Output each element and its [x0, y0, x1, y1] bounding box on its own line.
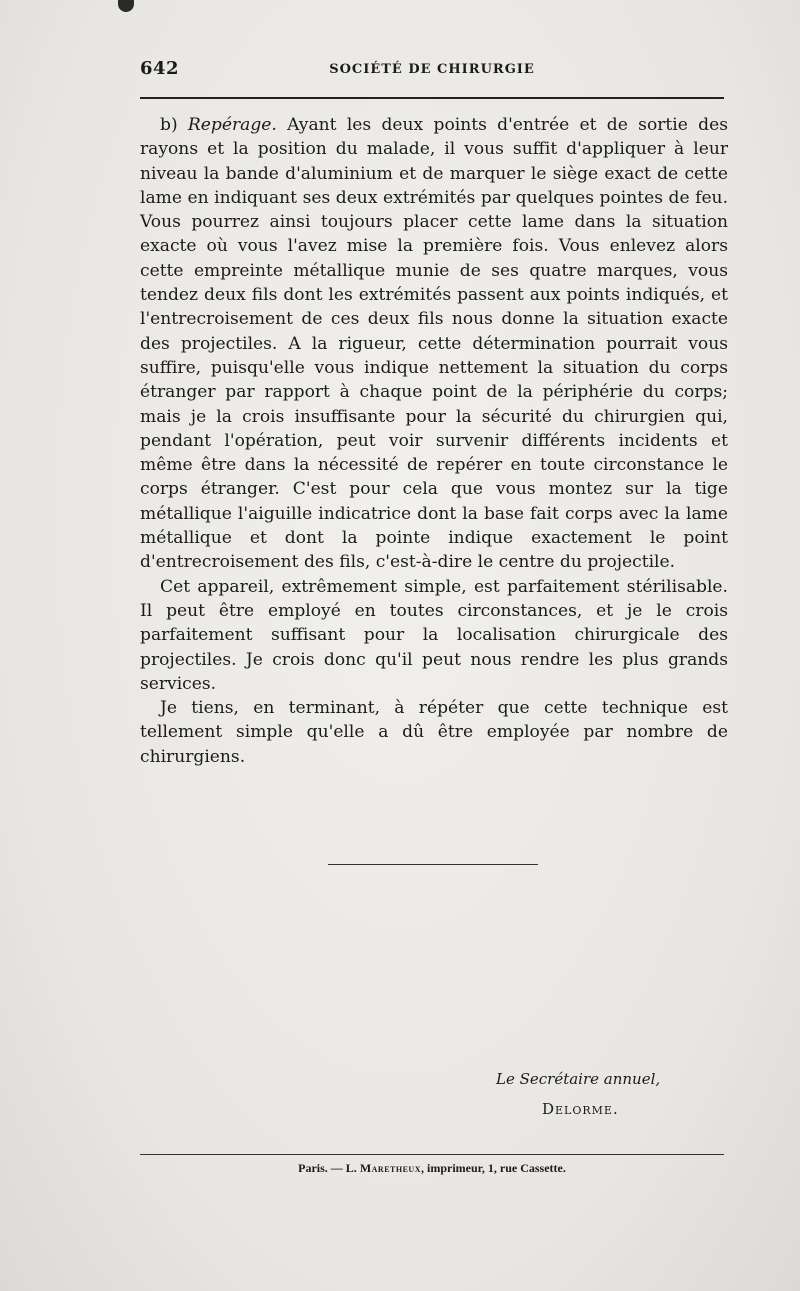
page-header	[140, 58, 724, 84]
imprint-printer: Maretheux	[359, 1161, 421, 1175]
printer-imprint	[140, 1161, 724, 1176]
signature-title: Le Secrétaire annuel,	[496, 1070, 661, 1088]
section-heading: Repérage.	[187, 115, 277, 135]
paragraph-1-text: Ayant les deux points d'entrée et de sortie des rayons et la position du malade, il vous suffit d'appliquer à leur niveau la bande d'aluminium et de marquer le siège exact de cette lame en indiquant ses deux extrémités par quelques pointes de feu. Vous pourrez ainsi toujours placer cette lame dans la situation exacte où vous l'avez mise la première fois. Vous enlevez alors cette empreinte métallique munie de ses quatre marques, vous tendez deux fils dont les extrémités passent aux points indiqués, et l'entrecroisement de ces deux fils nous donne la situation exacte des projectiles. A la rigueur, cette détermination pourrait vous suffire, puisqu'elle vous indique nettement la situation du corps étranger par rapport à chaque point de la périphérie du corps; mais je la crois insuffisante pour la sécurité du chirurgien qui, pendant l'opération, peut voir survenir différents incidents et même être dans la nécessité de repérer en toute circonstance le corps étranger. C'est pour cela que vous montez sur la tige métallique l'aiguille indicatrice dont la base fait corps avec la lame métallique et dont la pointe indique exactement le point d'entrecroisement des fils, c'est-à-dire le centre du projectile.	[140, 115, 728, 573]
page-number: 642	[140, 58, 180, 79]
signature-block	[496, 1064, 696, 1124]
body-text	[140, 113, 728, 769]
paragraph-3: Je tiens, en terminant, à répéter que cette technique est tellement simple qu'elle a dû être employée par nombre de chirurgiens.	[140, 698, 728, 767]
paragraph-2: Cet appareil, extrêmement simple, est parfaitement stérilisable. Il peut être employé en toutes circonstances, et je le crois parfaitement suffisant pour la localisation chirurgicale des projectiles. Je crois donc qu'il peut nous rendre les plus grands services.	[140, 576, 728, 694]
footer-rule	[140, 1154, 724, 1155]
section-label: b)	[160, 115, 188, 135]
imprint-suffix: , imprimeur, 1, rue Cassette.	[420, 1161, 566, 1175]
running-title: SOCIÉTÉ DE CHIRURGIE	[329, 62, 535, 77]
paragraph-1	[140, 113, 728, 575]
ink-blot	[118, 0, 134, 12]
signature-name: Delorme.	[542, 1100, 619, 1118]
imprint-prefix: Paris. — L.	[298, 1161, 360, 1175]
end-of-article-rule	[328, 864, 538, 865]
header-rule	[140, 97, 724, 99]
